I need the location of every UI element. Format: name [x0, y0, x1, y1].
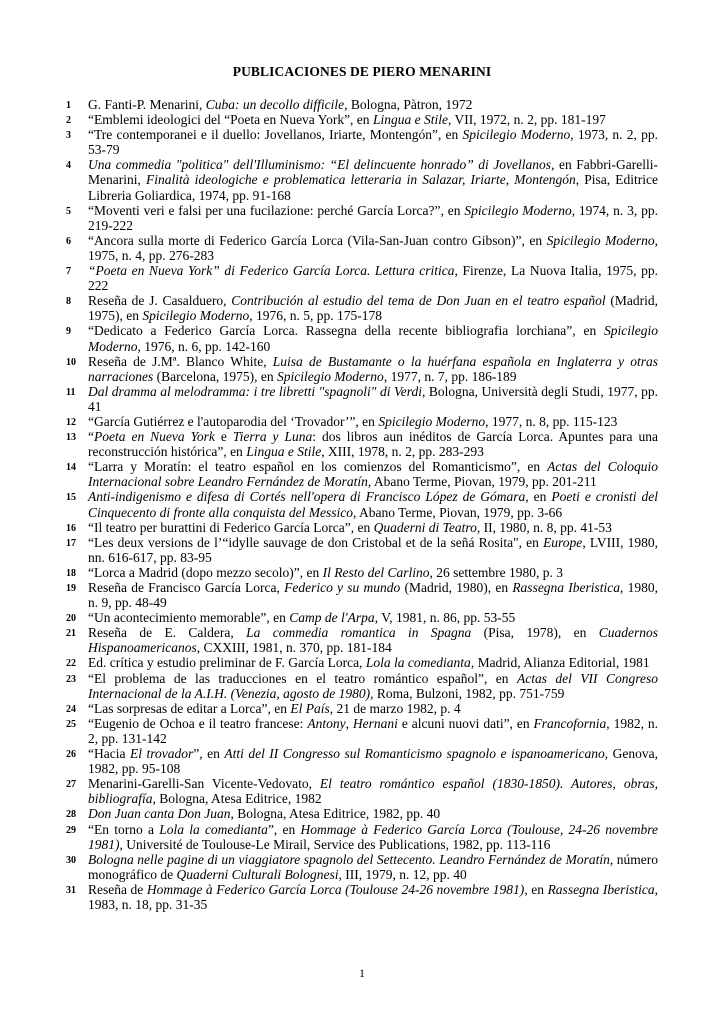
entry-text-segment: , 1982, n. 2, pp. 131-142	[88, 715, 658, 746]
entry-text-segment: , en	[524, 881, 548, 897]
entry-text-segment: (Barcelona, 1975), en	[153, 368, 277, 384]
publication-entry	[66, 323, 658, 353]
entry-number: 8	[66, 296, 71, 308]
entry-title-italic: Spicilegio Moderno	[378, 413, 486, 429]
entry-text-segment: , XIII, 1978, n. 2, pp. 283-293	[321, 444, 484, 460]
entry-number: 2	[66, 115, 71, 127]
entry-number: 27	[66, 779, 76, 791]
entry-title-italic: Lingua e Stile	[372, 112, 448, 128]
entry-text-segment: , Firenze, La Nuova Italia, 1975, pp. 222	[88, 263, 658, 294]
entry-number: 10	[66, 356, 76, 368]
entry-text-segment: Reseña de E. Caldera,	[88, 625, 247, 641]
publication-entry	[66, 716, 658, 746]
publication-entry	[66, 157, 658, 202]
entry-text-segment: , en	[525, 489, 552, 505]
entry-text-segment: , Bologna, Pàtron, 1972	[344, 97, 473, 112]
entry-text-segment: , Roma, Bulzoni, 1982, pp. 751-759	[370, 685, 565, 701]
entry-title-italic: La commedia romantica in Spagna	[246, 625, 472, 641]
entry-title-italic: Hommage à Federico García Lorca (Toulouse, 24-26 novembre 1981)	[88, 821, 659, 852]
entry-text-segment: e	[214, 429, 233, 445]
entry-text-segment: (Madrid, 1980), en	[400, 580, 513, 595]
entry-text-segment: G. Fanti-P. Menarini,	[88, 97, 206, 112]
entry-text	[88, 822, 658, 852]
entry-text	[88, 852, 658, 882]
publication-entry	[66, 429, 658, 459]
publication-entry	[66, 112, 658, 127]
entry-number: 9	[66, 326, 71, 338]
entry-number: 14	[66, 462, 76, 474]
entry-text-segment: , 1977, n. 7, pp. 186-189	[383, 368, 517, 384]
entry-text	[88, 806, 440, 821]
entry-title-italic: Lola la comedianta	[159, 821, 268, 837]
entry-title-italic: Spicilegio Moderno	[88, 323, 658, 354]
entry-title-italic: Spicilegio Moderno	[546, 232, 655, 248]
entry-text	[88, 489, 658, 519]
entry-text-segment: ,	[345, 715, 353, 731]
publication-entry	[66, 354, 658, 384]
publication-entry	[66, 489, 658, 519]
entry-title-italic: Quaderni Culturali Bolognesi	[176, 866, 339, 882]
entry-text-segment: “Las sorpresas de editar a Lorca”, en	[88, 700, 291, 716]
entry-number: 15	[66, 492, 76, 504]
entry-text-segment: , LVIII, 1980, nn. 616-617, pp. 83-95	[88, 534, 658, 565]
entry-title-italic: Finalità ideologiche e problematica letteraria in Salazar, Iriarte, Montengón	[146, 172, 576, 188]
entry-text-segment: , 1976, n. 5, pp. 175-178	[249, 308, 382, 324]
entry-text-segment: , VII, 1972, n. 2, pp. 181-197	[447, 112, 606, 128]
entry-text-segment: , Université de Toulouse-Le Mirail, Service des Publications, 1982, pp. 113-116	[119, 836, 551, 852]
entry-text-segment: : dos libros aun inéditos de García Lorca. Apuntes para una reconstrucción histórica”, en	[88, 429, 658, 460]
entry-text-segment: , 1974, n. 3, pp. 219-222	[88, 202, 659, 233]
entry-title-italic: Quaderni di Teatro	[373, 519, 477, 535]
entry-number: 18	[66, 567, 76, 579]
publication-entry	[66, 535, 658, 565]
entry-text-segment: “Les deux versions de l’“idylle sauvage de don Cristobal et de la señá Rosita", en	[88, 534, 544, 550]
entry-text-segment: , 21 de marzo 1982, p. 4	[329, 700, 461, 716]
entry-text-segment: “Moventi veri e falsi per una fucilazione: perché García Lorca?”, en	[88, 202, 465, 218]
publication-entry	[66, 610, 658, 625]
entry-text-segment: “Tre contemporanei e il duello: Jovellanos, Iriarte, Montengón”, en	[88, 127, 463, 143]
publication-entry	[66, 565, 658, 580]
entry-text	[88, 565, 563, 580]
entry-text	[88, 354, 658, 384]
entry-text-segment: “Lorca a Madrid (dopo mezzo secolo)”, en	[88, 564, 323, 580]
entry-number: 24	[66, 703, 76, 715]
entry-text	[88, 414, 617, 429]
publication-entry	[66, 852, 658, 882]
entry-text-segment: , 26 settembre 1980, p. 3	[429, 564, 564, 580]
entry-number: 12	[66, 416, 76, 428]
entry-text-segment: , Abano Terme, Piovan, 1979, pp. 201-211	[367, 474, 597, 490]
entry-text-segment: e alcuni nuovi dati”, en	[397, 715, 534, 731]
entry-text-segment: , Genova, 1982, pp. 95-108	[88, 746, 659, 777]
entry-title-italic: Europe	[543, 534, 583, 550]
entry-text-segment: Reseña de J.Mª. Blanco White,	[88, 353, 273, 369]
entry-title-italic: Luisa de Bustamante o la huérfana española en Inglaterra y otras narraciones	[88, 353, 658, 384]
publication-entry	[66, 520, 658, 535]
entry-text-segment: “El problema de las traducciones en el teatro romántico español”, en	[88, 670, 517, 686]
publication-entry	[66, 671, 658, 701]
entry-number: 4	[66, 160, 71, 172]
entry-text-segment: “	[88, 429, 94, 445]
entry-number: 16	[66, 522, 76, 534]
publication-entry	[66, 625, 658, 655]
entry-text	[88, 580, 658, 610]
entry-text-segment: “García Gutiérrez e l'autoparodia del ‘Trovador’”, en	[88, 413, 379, 429]
entry-title-italic: Actas del VII Congreso Internacional de la A.I.H. (Venezia, agosto de 1980)	[88, 670, 658, 701]
entry-title-italic: Federico y su mundo	[284, 580, 401, 595]
entry-number: 6	[66, 235, 71, 247]
entry-text	[88, 671, 658, 701]
publication-entry	[66, 701, 658, 716]
entry-number: 28	[66, 809, 76, 821]
entry-text	[88, 459, 658, 489]
entry-text-segment: , II, 1980, n. 8, pp. 41-53	[476, 519, 612, 535]
entry-title-italic: El teatro romántico español (1830-1850). Autores, obras, bibliografía	[88, 776, 658, 807]
publication-entry	[66, 233, 658, 263]
entry-text-segment: ”, en	[193, 746, 225, 762]
entry-text-segment: , número monográfico de	[88, 851, 658, 882]
entry-text-segment: , CXXIII, 1981, n. 370, pp. 181-184	[196, 640, 392, 656]
entry-number: 31	[66, 884, 76, 896]
publication-entry	[66, 806, 658, 821]
entry-number: 19	[66, 583, 76, 594]
entry-text-segment: , 1977, n. 8, pp. 115-123	[485, 413, 618, 429]
entry-text-segment: , 1975, n. 4, pp. 276-283	[88, 232, 658, 263]
entry-title-italic: Hommage à Federico García Lorca (Toulouse 24-26 novembre 1981)	[146, 881, 525, 897]
entry-title-italic: Il Resto del Carlino	[322, 564, 430, 580]
entry-text	[88, 157, 658, 202]
entry-title-italic: Contribución al estudio del tema de Don Juan en el teatro español	[231, 293, 606, 309]
publication-entry	[66, 203, 658, 233]
entry-text-segment: “Il teatro per burattini di Federico García Lorca”, en	[88, 519, 374, 535]
entry-number: 20	[66, 613, 76, 625]
entry-text-segment: Reseña de J. Casalduero,	[88, 293, 232, 309]
publication-entry	[66, 293, 658, 323]
entry-title-italic: Atti del II Congresso sul Romanticismo spagnolo e ispanoamericano	[224, 746, 605, 762]
publication-entry	[66, 746, 658, 776]
entry-text	[88, 716, 658, 746]
entry-text	[88, 429, 658, 459]
entry-number: 17	[66, 537, 76, 549]
entry-text	[88, 701, 461, 716]
entry-text	[88, 520, 612, 535]
entry-text-segment: , Bologna, Atesa Editrice, 1982	[152, 791, 322, 807]
entry-text-segment: , 1973, n. 2, pp. 53-79	[88, 127, 658, 158]
entry-title-italic: Bologna nelle pagine di un viaggiatore spagnolo del Settecento. Leandro Fernández de Moratín	[88, 851, 610, 867]
entry-text-segment: , Madrid, Alianza Editorial, 1981	[470, 655, 650, 671]
entry-text-segment: , Bologna, Università degli Studi, 1977, pp. 41	[88, 383, 658, 414]
entry-number: 1	[66, 100, 71, 111]
entry-text	[88, 112, 606, 127]
entry-title-italic: Lola la comedianta	[365, 655, 471, 671]
entry-text-segment: , en Fabbri-Garelli-Menarini,	[88, 157, 658, 188]
entry-title-italic: Spicilegio Moderno	[142, 308, 250, 324]
entry-text-segment: , Bologna, Atesa Editrice, 1982, pp. 40	[230, 806, 441, 822]
entry-number: 7	[66, 266, 71, 278]
entry-title-italic: Lingua e Stile	[246, 444, 322, 460]
entry-title-italic: Don Juan canta Don Juan	[88, 806, 231, 822]
entry-title-italic: Poeta en Nueva York	[94, 429, 215, 445]
entry-number: 5	[66, 205, 71, 217]
entry-title-italic: Dal dramma al melodramma: i tre libretti "spagnoli" di Verdi	[88, 383, 423, 399]
publication-entry	[66, 263, 658, 293]
entry-title-italic: Rassegna Iberistica	[512, 580, 621, 595]
publication-entry	[66, 882, 658, 912]
entry-text-segment: “Ancora sulla morte di Federico García Lorca (Vila-San-Juan contro Gibson)”, en	[88, 232, 547, 248]
publication-entry	[66, 655, 658, 670]
entry-text	[88, 203, 658, 233]
entry-title-italic: Una commedia "politica" dell'Illuminismo: “El delincuente honrado” di Jovellanos	[88, 157, 552, 173]
entry-text-segment: ”, en	[267, 821, 301, 837]
publication-entry	[66, 776, 658, 806]
entry-text	[88, 655, 650, 670]
entry-text-segment: , III, 1979, n. 12, pp. 40	[338, 866, 467, 882]
entry-title-italic: El País	[290, 700, 330, 716]
entry-text	[88, 776, 658, 806]
entry-title-italic: Francofornia	[533, 715, 607, 731]
entry-text-segment: “Un acontecimiento memorable”, en	[88, 610, 290, 626]
publication-list	[66, 97, 658, 912]
entry-text-segment: , Abano Terme, Piovan, 1979, pp. 3-66	[352, 504, 563, 520]
entry-text-segment: Ed. crítica y estudio preliminar de F. García Lorca,	[88, 655, 366, 671]
entry-number: 30	[66, 854, 76, 866]
entry-title-italic: Hernani	[352, 715, 398, 731]
publication-entry	[66, 384, 658, 414]
entry-title-italic: Antony	[307, 715, 346, 731]
publication-entry	[66, 414, 658, 429]
entry-text-segment: “Larra y Moratín: el teatro español en los comienzos del Romanticismo”, en	[88, 459, 548, 475]
entry-title-italic: “Poeta en Nueva York” di Federico García Lorca. Lettura critica	[88, 263, 455, 279]
entry-title-italic: Poeti e cronisti del Cinquecento di fronte alla conquista del Messico	[88, 489, 658, 520]
page-title: PUBLICACIONES DE PIERO MENARINI	[232, 64, 492, 79]
entry-text-segment: Menarini-Garelli-San Vicente-Vedovato,	[88, 776, 320, 792]
entry-text-segment: “Emblemi ideologici del “Poeta en Nueva York”, en	[88, 112, 373, 128]
entry-title-italic: Actas del Coloquio Internacional sobre Leandro Fernández de Moratín	[88, 459, 658, 490]
entry-text	[88, 97, 472, 112]
entry-text-segment: “En torno a	[88, 821, 160, 837]
entry-text-segment: (Pisa, 1978), en	[471, 625, 599, 641]
entry-title-italic: Camp de l'Arpa	[289, 610, 375, 626]
entry-number: 29	[66, 824, 76, 836]
publication-entry	[66, 127, 658, 157]
entry-title-italic: Cuba: un decollo difficile	[205, 97, 345, 112]
entry-title-italic: Tierra y Luna	[232, 429, 313, 445]
entry-title-italic: El trovador	[129, 746, 194, 762]
entry-text	[88, 127, 658, 157]
entry-text-segment: , Pisa, Editrice Libreria Goliardica, 1974, pp. 91-168	[88, 172, 658, 203]
publication-entry	[66, 822, 658, 852]
entry-text	[88, 384, 658, 414]
entry-number: 11	[66, 386, 76, 398]
entry-number: 23	[66, 673, 76, 685]
entry-title-italic: Spicilegio Moderno	[464, 202, 572, 218]
entry-number: 22	[66, 658, 76, 670]
entry-title-italic: Rassegna Iberistica	[547, 881, 655, 897]
entry-text	[88, 233, 658, 263]
entry-number: 3	[66, 130, 71, 142]
entry-text	[88, 323, 658, 353]
publication-entry	[66, 580, 658, 610]
entry-text-segment: “Hacia	[88, 746, 130, 762]
entry-text-segment: , 1980, n. 9, pp. 48-49	[88, 580, 658, 611]
entry-text-segment: , 1983, n. 18, pp. 31-35	[88, 881, 658, 912]
entry-text	[88, 882, 658, 912]
entry-title-italic: Spicilegio Moderno	[276, 368, 384, 384]
entry-text	[88, 610, 515, 625]
entry-number: 25	[66, 718, 76, 730]
publication-entry	[66, 97, 658, 112]
entry-number: 26	[66, 749, 76, 761]
entry-text	[88, 746, 658, 776]
entry-text	[88, 293, 658, 323]
entry-text-segment: “Eugenio de Ochoa e il teatro francese:	[88, 715, 308, 731]
entry-title-italic: Cuadernos Hispanoamericanos	[88, 625, 658, 656]
entry-number: 13	[66, 432, 76, 444]
entry-text-segment: , V, 1981, n. 86, pp. 53-55	[374, 610, 516, 626]
entry-text-segment: Reseña de Francisco García Lorca,	[88, 580, 285, 595]
publication-entry	[66, 459, 658, 489]
entry-title-italic: Anti-indigenismo e difesa di Cortés nell'opera di Francisco López de Gómara	[88, 489, 526, 505]
page-number: 1	[359, 966, 365, 980]
entry-number: 21	[66, 628, 76, 640]
entry-text-segment: , 1976, n. 6, pp. 142-160	[137, 338, 271, 354]
entry-title-italic: Spicilegio Moderno	[462, 127, 571, 143]
entry-text	[88, 625, 658, 655]
entry-text-segment: Reseña de	[88, 881, 147, 897]
entry-text-segment: (Madrid, 1975), en	[88, 293, 658, 324]
entry-text	[88, 535, 658, 565]
entry-text-segment: “Dedicato a Federico García Lorca. Rassegna della recente bibliografia lorchiana”, en	[88, 323, 604, 339]
entry-text	[88, 263, 658, 293]
